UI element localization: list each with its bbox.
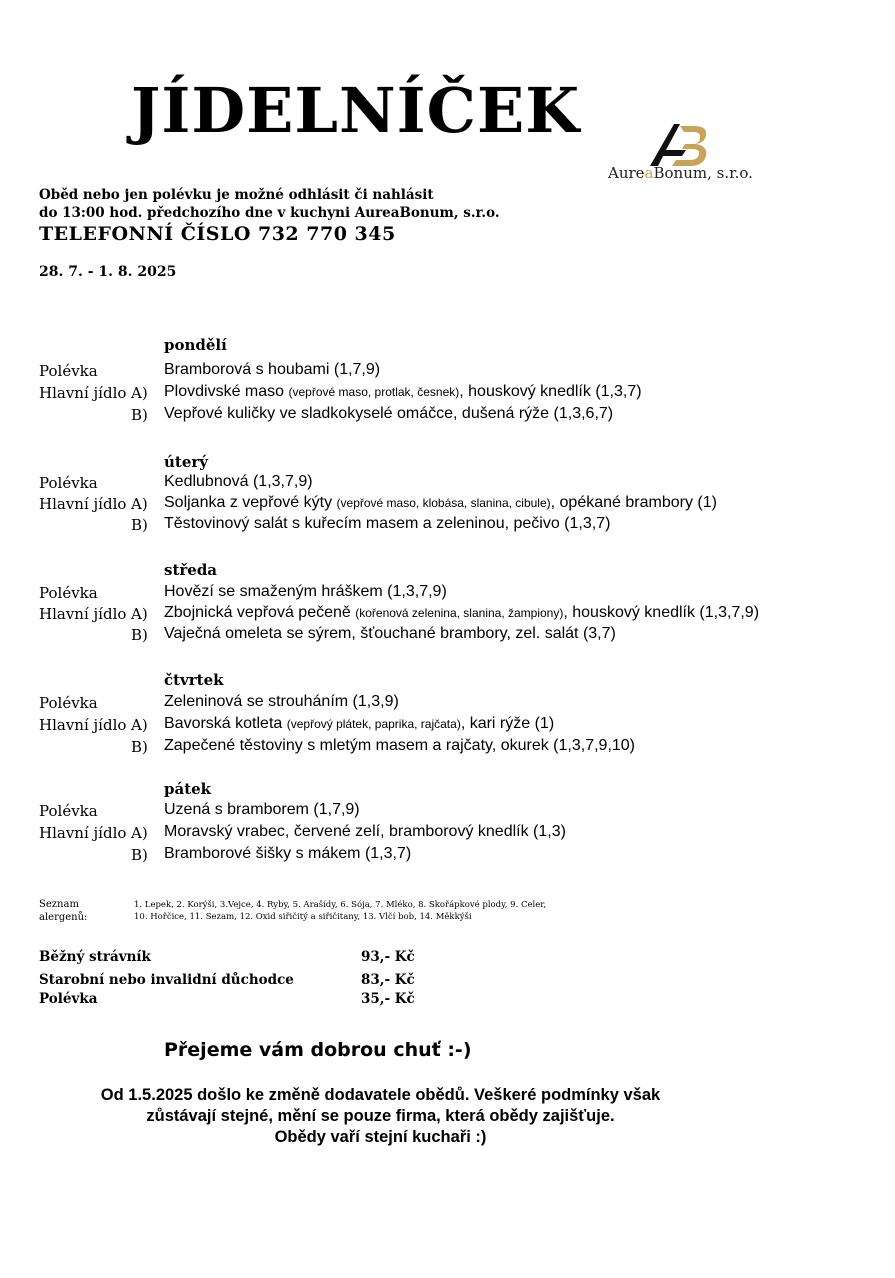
page-title: JÍDELNÍČEK (131, 74, 581, 147)
day-heading: pondělí (164, 336, 227, 354)
main-dish-a: Bavorská kotleta (vepřový plátek, paprika, rajčata), kari rýže (1) (164, 715, 555, 732)
option-b-label: B) (131, 406, 148, 424)
main-label: Hlavní jídlo (39, 716, 127, 734)
soup-dish: Kedlubnová (1,3,7,9) (164, 473, 313, 490)
company-logo-text: AureaBonum, s.r.o. (608, 164, 753, 182)
option-a-label: A) (131, 716, 148, 734)
main-dish-a: Soljanka z vepřové kýty (vepřové maso, klobása, slanina, cibule), opékané brambory (1) (164, 494, 717, 511)
soup-dish: Zeleninová se strouháním (1,3,9) (164, 693, 399, 710)
main-label: Hlavní jídlo (39, 824, 127, 842)
option-b-label: B) (131, 846, 148, 864)
soup-label: Polévka (39, 694, 98, 712)
option-b-label: B) (131, 738, 148, 756)
main-dish-b: Vepřové kuličky ve sladkokyselé omáčce, dušená rýže (1,3,6,7) (164, 405, 614, 422)
soup-dish: Uzená s bramborem (1,7,9) (164, 801, 360, 818)
soup-label: Polévka (39, 584, 98, 602)
main-dish-a: Plovdivské maso (vepřové maso, protlak, česnek), houskový knedlík (1,3,7) (164, 383, 642, 400)
soup-dish: Bramborová s houbami (1,7,9) (164, 361, 381, 378)
day-heading: úterý (164, 453, 208, 471)
price-label: Běžný strávník (39, 949, 151, 965)
option-a-label: A) (131, 495, 148, 513)
date-range: 28. 7. - 1. 8. 2025 (39, 264, 177, 280)
phone-number: TELEFONNÍ ČÍSLO 732 770 345 (39, 223, 396, 245)
main-dish-b: Bramborové šišky s mákem (1,3,7) (164, 845, 412, 862)
price-value: 93,- Kč (361, 949, 415, 965)
main-label: Hlavní jídlo (39, 605, 127, 623)
price-value: 83,- Kč (361, 972, 415, 988)
option-a-label: A) (131, 384, 148, 402)
allergen-list: 1. Lepek, 2. Korýši, 3.Vejce, 4. Ryby, 5. Arašídy, 6. Sója, 7. Mléko, 8. Skořápkové plody, 9. Celer, 10. Hořčice, 11. Sezam, 12. Oxid siřičitý a siřičitany, 13. Vlčí bob, 14. Měkkýši (134, 900, 547, 922)
ab-monogram-icon (646, 120, 716, 170)
day-heading: středa (164, 561, 218, 579)
company-logo (598, 112, 768, 192)
soup-label: Polévka (39, 474, 98, 492)
info-line-1: Oběd nebo jen polévku je možné odhlásit či nahlásit (39, 187, 434, 203)
price-label: Polévka (39, 991, 98, 1007)
day-heading: čtvrtek (164, 671, 224, 689)
main-dish-b: Vaječná omeleta se sýrem, šťouchané brambory, zel. salát (3,7) (164, 625, 616, 642)
allergen-list-label: Seznam alergenů: (39, 899, 88, 923)
main-dish-b: Těstovinový salát s kuřecím masem a zeleninou, pečivo (1,3,7) (164, 515, 611, 532)
option-a-label: A) (131, 605, 148, 623)
soup-dish: Hovězí se smaženým hráškem (1,3,7,9) (164, 583, 447, 600)
info-line-2: do 13:00 hod. předchozího dne v kuchyni AureaBonum, s.r.o. (39, 205, 500, 221)
greeting: Přejeme vám dobrou chuť :-) (164, 1039, 472, 1061)
main-label: Hlavní jídlo (39, 495, 127, 513)
price-value: 35,- Kč (361, 991, 415, 1007)
main-dish-b: Zapečené těstoviny s mletým masem a rajčaty, okurek (1,3,7,9,10) (164, 737, 636, 754)
main-dish-a: Zbojnická vepřová pečeně (kořenová zelenina, slanina, žampiony), houskový knedlík (1,3,7,9) (164, 604, 760, 621)
option-a-label: A) (131, 824, 148, 842)
main-label: Hlavní jídlo (39, 384, 127, 402)
soup-label: Polévka (39, 802, 98, 820)
option-b-label: B) (131, 626, 148, 644)
soup-label: Polévka (39, 362, 98, 380)
supplier-notice: Od 1.5.2025 došlo ke změně dodavatele obědů. Veškeré podmínky však zůstávají stejné, mění se pouze firma, která obědy zajišťuje. Obědy vaří stejní kuchaři :) (100, 1086, 661, 1146)
option-b-label: B) (131, 516, 148, 534)
main-dish-a: Moravský vrabec, červené zelí, bramborový knedlík (1,3) (164, 823, 566, 840)
day-heading: pátek (164, 780, 212, 798)
price-label: Starobní nebo invalidní důchodce (39, 972, 294, 988)
